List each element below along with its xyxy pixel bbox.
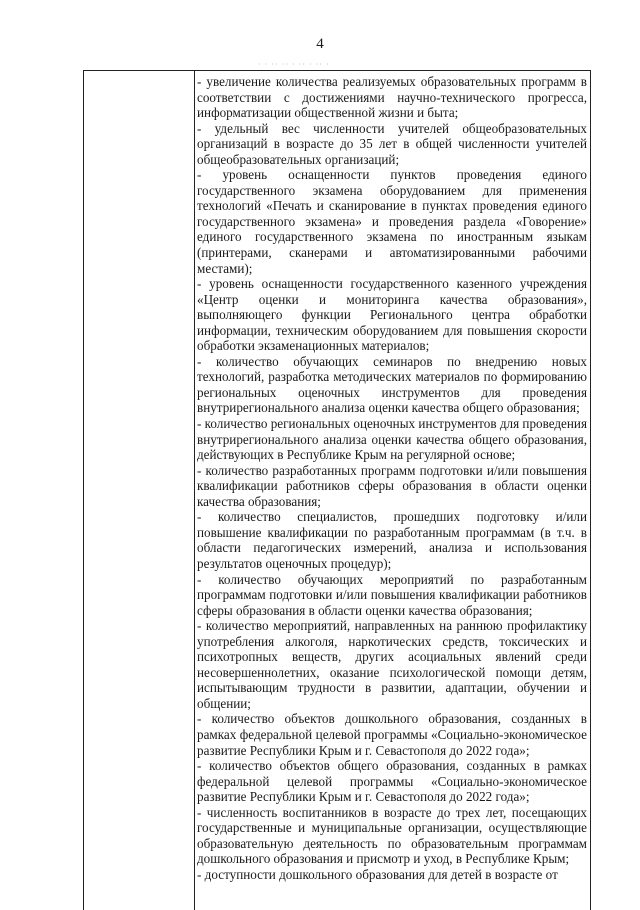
page-number: 4 [316,36,324,52]
column-divider [194,71,195,910]
program-table [83,70,591,910]
indicator-item: - количество обучающих семинаров по внедрению новых технологий, разработка методических материалов по формированию региональных оценочных инструментов для проведения внутрирегионального анализа оценки качества общего образования; [197,353,587,416]
indicator-item: - количество объектов общего образования, созданных в рамках федеральной целевой программы «Социально-экономическое развитие Республики Крым и г. Севастополя до 2022 года»; [197,758,587,805]
indicator-item: - доступности дошкольного образования для детей в возрасте от [197,866,558,882]
indicator-item: - численность воспитанников в возрасте до трех лет, посещающих государственные и муниципальные организации, осуществляющие образовательную деятельность по образовательным программам дошкольного образования и присмотр и уход, в Республике Крым; [197,804,587,867]
indicator-item: - увеличение количества реализуемых образовательных программ в соответствии с достижениями научно-технического прогресса, информатизации общественной жизни и быта; [197,74,587,121]
indicator-item: - количество разработанных программ подготовки и/или повышения квалификации работников сферы образования в области оценки качества образования; [197,462,587,509]
indicator-item: - количество мероприятий, направленных на раннюю профилактику употребления алкоголя, наркотических средств, токсических и психотропных веществ, других асоциальных явлений среди несовершеннолетних, оказание психологической помощи детям, испытывающим трудности в развитии, адаптации, обучении и общении; [197,618,587,711]
indicator-item: - количество объектов дошкольного образования, созданных в рамках федеральной целевой программы «Социально-экономическое развитие Республики Крым и г. Севастополя до 2022 года»; [197,711,587,758]
indicator-item: - количество обучающих мероприятий по разработанным программам подготовки и/или повышения квалификации работников сферы образования в области оценки качества образования; [197,571,587,618]
indicator-item: - удельный вес численности учителей общеобразовательных организаций в возрасте до 35 лет в общей численности учителей общеобразовательных организаций; [197,120,587,167]
indicator-item: - количество специалистов, прошедших подготовку и/или повышение квалификации по разработанным программам (в т.ч. в области педагогических измерений, анализа и использования результатов оценочных процедур); [197,509,587,571]
indicators-cell [197,74,587,882]
indicator-item: - уровень оснащенности государственного казенного учреждения «Центр оценки и мониторинга качества образования», выполняющего функции Регионального центра обработки информации, техническим оборудованием для повышения скорости обработки экзаменационных материалов; [197,276,587,354]
indicator-item: - количество региональных оценочных инструментов для проведения внутрирегионального анализа оценки качества общего образования, действующих в Республике Крым на регулярной основе; [197,416,587,463]
indicator-item: - уровень оснащенности пунктов проведения единого государственного экзамена оборудованием для применения технологий «Печать и сканирование в пунктах проведения единого государственного экзамена» и проведения раздела «Говорение» единого государственного экзамена по иностранным языкам (принтерами, сканерами и автоматизированными рабочими местами); [197,167,587,276]
scan-artifact: · · ·· ·· · ·· · ·· · [258,60,330,69]
